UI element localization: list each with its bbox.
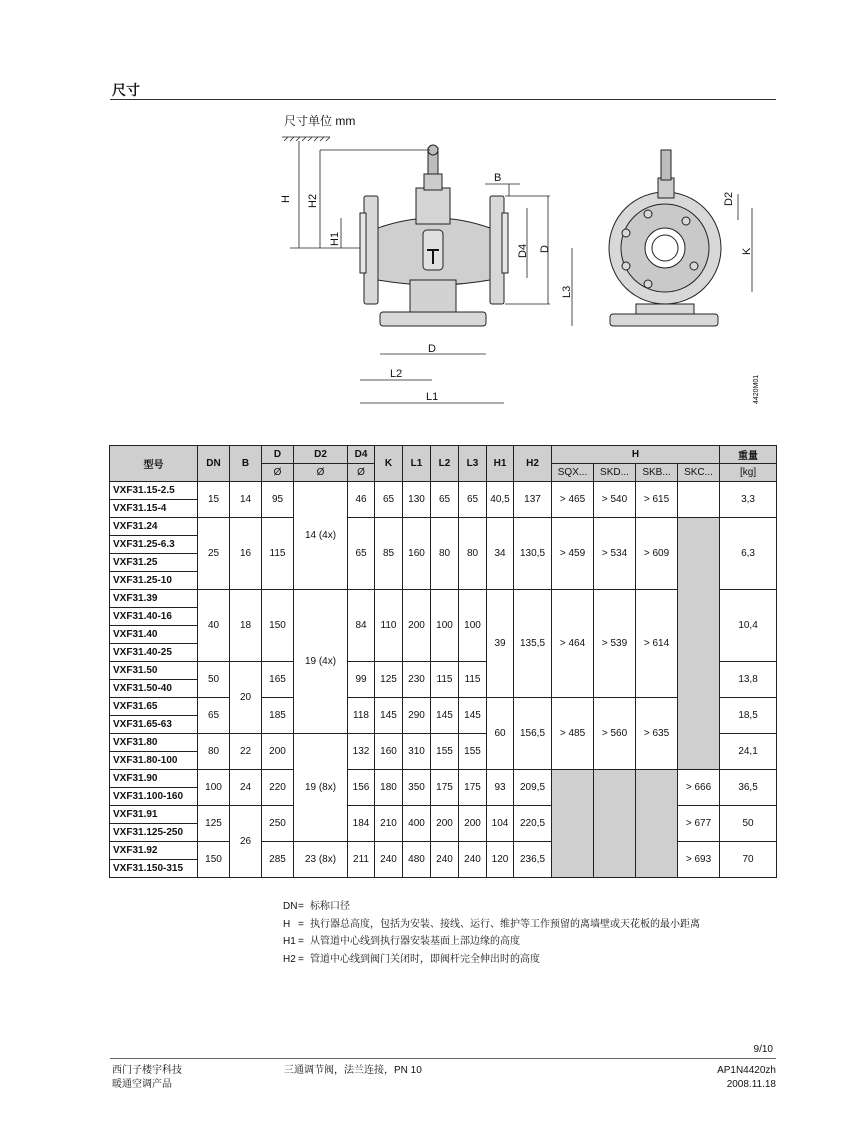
skd-na-cell xyxy=(594,770,636,878)
subheader-skd: SKD... xyxy=(594,464,636,482)
l1-cell: 130 xyxy=(403,482,431,518)
weight-cell: 36,5 xyxy=(720,770,777,806)
sqx-cell: > 459 xyxy=(552,518,594,590)
bottom-rule xyxy=(110,1058,776,1059)
k-cell: 160 xyxy=(375,734,403,770)
l3-cell: 65 xyxy=(459,482,487,518)
note-line xyxy=(283,916,700,934)
wall-hatch xyxy=(282,137,330,141)
note-key: H2 xyxy=(283,953,296,965)
note-key: H1 xyxy=(283,936,296,947)
header-d2: D2 xyxy=(294,446,348,464)
page-number: 9/10 xyxy=(753,1044,773,1055)
model-cell: VXF31.91 xyxy=(110,806,198,824)
l3-cell: 240 xyxy=(459,842,487,878)
k-cell: 210 xyxy=(375,806,403,842)
d-cell: 250 xyxy=(262,806,294,842)
l3-cell: 200 xyxy=(459,806,487,842)
sqx-cell: > 464 xyxy=(552,590,594,698)
k-cell: 65 xyxy=(375,482,403,518)
h1-cell: 60 xyxy=(487,698,514,770)
dn-cell: 50 xyxy=(198,662,230,698)
d4-cell: 211 xyxy=(348,842,375,878)
l1-cell: 400 xyxy=(403,806,431,842)
h1-cell: 39 xyxy=(487,590,514,698)
h1-cell: 34 xyxy=(487,518,514,590)
b-cell: 16 xyxy=(230,518,262,590)
d4-cell: 46 xyxy=(348,482,375,518)
header-h: H xyxy=(552,446,720,464)
section-title: 尺寸 xyxy=(112,82,140,98)
model-cell: VXF31.40-16 xyxy=(110,608,198,626)
model-cell: VXF31.25 xyxy=(110,554,198,572)
valve-front-view xyxy=(609,150,721,326)
skc-cell: > 677 xyxy=(678,806,720,842)
weight-cell: 10,4 xyxy=(720,590,777,662)
h1-cell: 93 xyxy=(487,770,514,806)
dn-cell: 100 xyxy=(198,770,230,806)
model-cell: VXF31.24 xyxy=(110,518,198,536)
model-cell: VXF31.40 xyxy=(110,626,198,644)
model-cell: VXF31.15-4 xyxy=(110,500,198,518)
label-d2: D2 xyxy=(723,191,735,206)
d-cell: 285 xyxy=(262,842,294,878)
skd-cell: > 560 xyxy=(594,698,636,770)
l3-cell: 115 xyxy=(459,662,487,698)
d4-cell: 65 xyxy=(348,518,375,590)
label-d-side: D xyxy=(539,245,551,253)
h1-cell: 104 xyxy=(487,806,514,842)
subheader-skb: SKB... xyxy=(636,464,678,482)
model-cell: VXF31.92 xyxy=(110,842,198,860)
b-cell: 20 xyxy=(230,662,262,734)
l3-cell: 100 xyxy=(459,590,487,662)
subheader-weight: [kg] xyxy=(720,464,777,482)
weight-cell: 24,1 xyxy=(720,734,777,770)
d-cell: 200 xyxy=(262,734,294,770)
d4-cell: 184 xyxy=(348,806,375,842)
header-d4: D4 xyxy=(348,446,375,464)
sqx-cell: > 465 xyxy=(552,482,594,518)
l1-cell: 290 xyxy=(403,698,431,734)
header-h1: H1 xyxy=(487,446,514,482)
h2-cell: 137 xyxy=(514,482,552,518)
skc-cell: > 693 xyxy=(678,842,720,878)
l1-cell: 160 xyxy=(403,518,431,590)
l2-cell: 65 xyxy=(431,482,459,518)
l2-cell: 115 xyxy=(431,662,459,698)
subheader-d4: Ø xyxy=(348,464,375,482)
skb-cell: > 609 xyxy=(636,518,678,590)
k-cell: 85 xyxy=(375,518,403,590)
dn-cell: 150 xyxy=(198,842,230,878)
top-rule xyxy=(110,99,776,100)
weight-cell: 13,8 xyxy=(720,662,777,698)
h1-cell: 40,5 xyxy=(487,482,514,518)
subheader-d: Ø xyxy=(262,464,294,482)
label-k: K xyxy=(741,247,753,255)
d-cell: 220 xyxy=(262,770,294,806)
dn-cell: 80 xyxy=(198,734,230,770)
l1-cell: 310 xyxy=(403,734,431,770)
b-cell: 14 xyxy=(230,482,262,518)
l2-cell: 240 xyxy=(431,842,459,878)
model-cell: VXF31.80 xyxy=(110,734,198,752)
skb-cell: > 615 xyxy=(636,482,678,518)
h2-cell: 236,5 xyxy=(514,842,552,878)
note-line xyxy=(283,933,700,951)
note-line xyxy=(283,951,700,969)
model-cell: VXF31.50 xyxy=(110,662,198,680)
b-cell: 24 xyxy=(230,770,262,806)
header-l1: L1 xyxy=(403,446,431,482)
note-eq: = xyxy=(298,901,304,912)
skc-na-cell xyxy=(678,482,720,518)
subheader-skc: SKC... xyxy=(678,464,720,482)
label-h: H xyxy=(280,195,292,203)
footer-company xyxy=(112,1064,182,1092)
model-cell: VXF31.40-25 xyxy=(110,644,198,662)
footer-company-line1: 西门子楼宇科技 xyxy=(112,1065,182,1076)
dn-cell: 65 xyxy=(198,698,230,734)
label-b: B xyxy=(494,172,502,184)
note-line xyxy=(283,898,700,916)
d-cell: 115 xyxy=(262,518,294,590)
weight-cell: 50 xyxy=(720,806,777,842)
l1-cell: 350 xyxy=(403,770,431,806)
drawing-id: 4420M01 xyxy=(753,374,760,404)
header-l3: L3 xyxy=(459,446,487,482)
skc-na-cell xyxy=(678,518,720,770)
valve-dimension-drawing xyxy=(280,108,760,408)
model-cell: VXF31.15-2.5 xyxy=(110,482,198,500)
header-d: D xyxy=(262,446,294,464)
b-cell: 26 xyxy=(230,806,262,878)
label-h2: H2 xyxy=(307,193,319,208)
footer-company-line2: 暖通空调产品 xyxy=(112,1079,172,1090)
label-d-bottom: D xyxy=(428,343,436,355)
header-k: K xyxy=(375,446,403,482)
weight-cell: 18,5 xyxy=(720,698,777,734)
d2-cell: 19 (4x) xyxy=(294,590,348,734)
weight-cell: 3,3 xyxy=(720,482,777,518)
dn-cell: 15 xyxy=(198,482,230,518)
b-cell: 22 xyxy=(230,734,262,770)
h2-cell: 135,5 xyxy=(514,590,552,698)
skc-cell: > 666 xyxy=(678,770,720,806)
model-cell: VXF31.39 xyxy=(110,590,198,608)
label-h1: H1 xyxy=(329,231,341,246)
footer-product: 三通调节阀，法兰连接，PN 10 xyxy=(284,1065,422,1076)
sqx-na-cell xyxy=(552,770,594,878)
model-cell: VXF31.90 xyxy=(110,770,198,788)
label-l2: L2 xyxy=(390,368,403,380)
h2-cell: 130,5 xyxy=(514,518,552,590)
header-h2: H2 xyxy=(514,446,552,482)
d2-cell: 23 (8x) xyxy=(294,842,348,878)
d4-cell: 118 xyxy=(348,698,375,734)
d4-cell: 99 xyxy=(348,662,375,698)
note-eq: = xyxy=(298,918,304,930)
weight-cell: 6,3 xyxy=(720,518,777,590)
l2-cell: 155 xyxy=(431,734,459,770)
l2-cell: 145 xyxy=(431,698,459,734)
footer-doc-number: AP1N4420zh xyxy=(717,1065,776,1076)
footer-date: 2008.11.18 xyxy=(726,1079,776,1090)
note-text: 管道中心线到阀门关闭时，即阀杆完全伸出时的高度 xyxy=(310,953,540,965)
header-dn: DN xyxy=(198,446,230,482)
dn-cell: 25 xyxy=(198,518,230,590)
d-cell: 95 xyxy=(262,482,294,518)
dimension-table xyxy=(109,445,777,878)
model-cell: VXF31.25-6.3 xyxy=(110,536,198,554)
l1-cell: 200 xyxy=(403,590,431,662)
footer-doc-info xyxy=(717,1064,776,1092)
d-cell: 185 xyxy=(262,698,294,734)
skb-cell: > 614 xyxy=(636,590,678,698)
note-text: 标称口径 xyxy=(310,901,350,912)
l2-cell: 80 xyxy=(431,518,459,590)
label-l3: L3 xyxy=(561,285,573,298)
h2-cell: 220,5 xyxy=(514,806,552,842)
d2-cell: 14 (4x) xyxy=(294,482,348,590)
model-cell: VXF31.50-40 xyxy=(110,680,198,698)
k-cell: 145 xyxy=(375,698,403,734)
header-model: 型号 xyxy=(110,446,198,482)
note-text: 从管道中心线到执行器安装基面上部边缘的高度 xyxy=(310,936,520,947)
note-eq: = xyxy=(298,953,304,965)
label-d4: D4 xyxy=(517,243,529,258)
model-cell: VXF31.100-160 xyxy=(110,788,198,806)
header-b: B xyxy=(230,446,262,482)
unit-note: 尺寸单位 mm xyxy=(284,114,356,128)
model-cell: VXF31.150-315 xyxy=(110,860,198,878)
k-cell: 110 xyxy=(375,590,403,662)
l3-cell: 145 xyxy=(459,698,487,734)
d2-cell: 19 (8x) xyxy=(294,734,348,842)
dn-cell: 125 xyxy=(198,806,230,842)
d4-cell: 156 xyxy=(348,770,375,806)
l2-cell: 175 xyxy=(431,770,459,806)
h2-cell: 156,5 xyxy=(514,698,552,770)
d4-cell: 84 xyxy=(348,590,375,662)
l2-cell: 200 xyxy=(431,806,459,842)
note-eq: = xyxy=(298,936,304,947)
k-cell: 240 xyxy=(375,842,403,878)
model-cell: VXF31.65 xyxy=(110,698,198,716)
dn-cell: 40 xyxy=(198,590,230,662)
d4-cell: 132 xyxy=(348,734,375,770)
header-l2: L2 xyxy=(431,446,459,482)
d-cell: 165 xyxy=(262,662,294,698)
skd-cell: > 539 xyxy=(594,590,636,698)
model-cell: VXF31.25-10 xyxy=(110,572,198,590)
l1-cell: 230 xyxy=(403,662,431,698)
skd-cell: > 534 xyxy=(594,518,636,590)
l3-cell: 80 xyxy=(459,518,487,590)
model-cell: VXF31.125-250 xyxy=(110,824,198,842)
subheader-d2: Ø xyxy=(294,464,348,482)
d-cell: 150 xyxy=(262,590,294,662)
note-key: H xyxy=(283,918,291,930)
h1-cell: 120 xyxy=(487,842,514,878)
h2-cell: 209,5 xyxy=(514,770,552,806)
weight-cell: 70 xyxy=(720,842,777,878)
model-cell: VXF31.65-63 xyxy=(110,716,198,734)
l1-cell: 480 xyxy=(403,842,431,878)
note-text: 执行器总高度，包括为安装、接线、运行、维护等工作预留的离墙壁或天花板的最小距离 xyxy=(310,918,700,930)
label-l1: L1 xyxy=(426,391,439,403)
valve-side-view xyxy=(360,145,508,326)
model-cell: VXF31.80-100 xyxy=(110,752,198,770)
b-cell: 18 xyxy=(230,590,262,662)
sqx-cell: > 485 xyxy=(552,698,594,770)
skb-na-cell xyxy=(636,770,678,878)
l2-cell: 100 xyxy=(431,590,459,662)
skb-cell: > 635 xyxy=(636,698,678,770)
subheader-sqx: SQX... xyxy=(552,464,594,482)
skd-cell: > 540 xyxy=(594,482,636,518)
legend-notes xyxy=(283,898,700,968)
l3-cell: 155 xyxy=(459,734,487,770)
note-key: DN xyxy=(283,901,298,912)
k-cell: 125 xyxy=(375,662,403,698)
k-cell: 180 xyxy=(375,770,403,806)
header-weight: 重量 xyxy=(720,446,777,464)
l3-cell: 175 xyxy=(459,770,487,806)
